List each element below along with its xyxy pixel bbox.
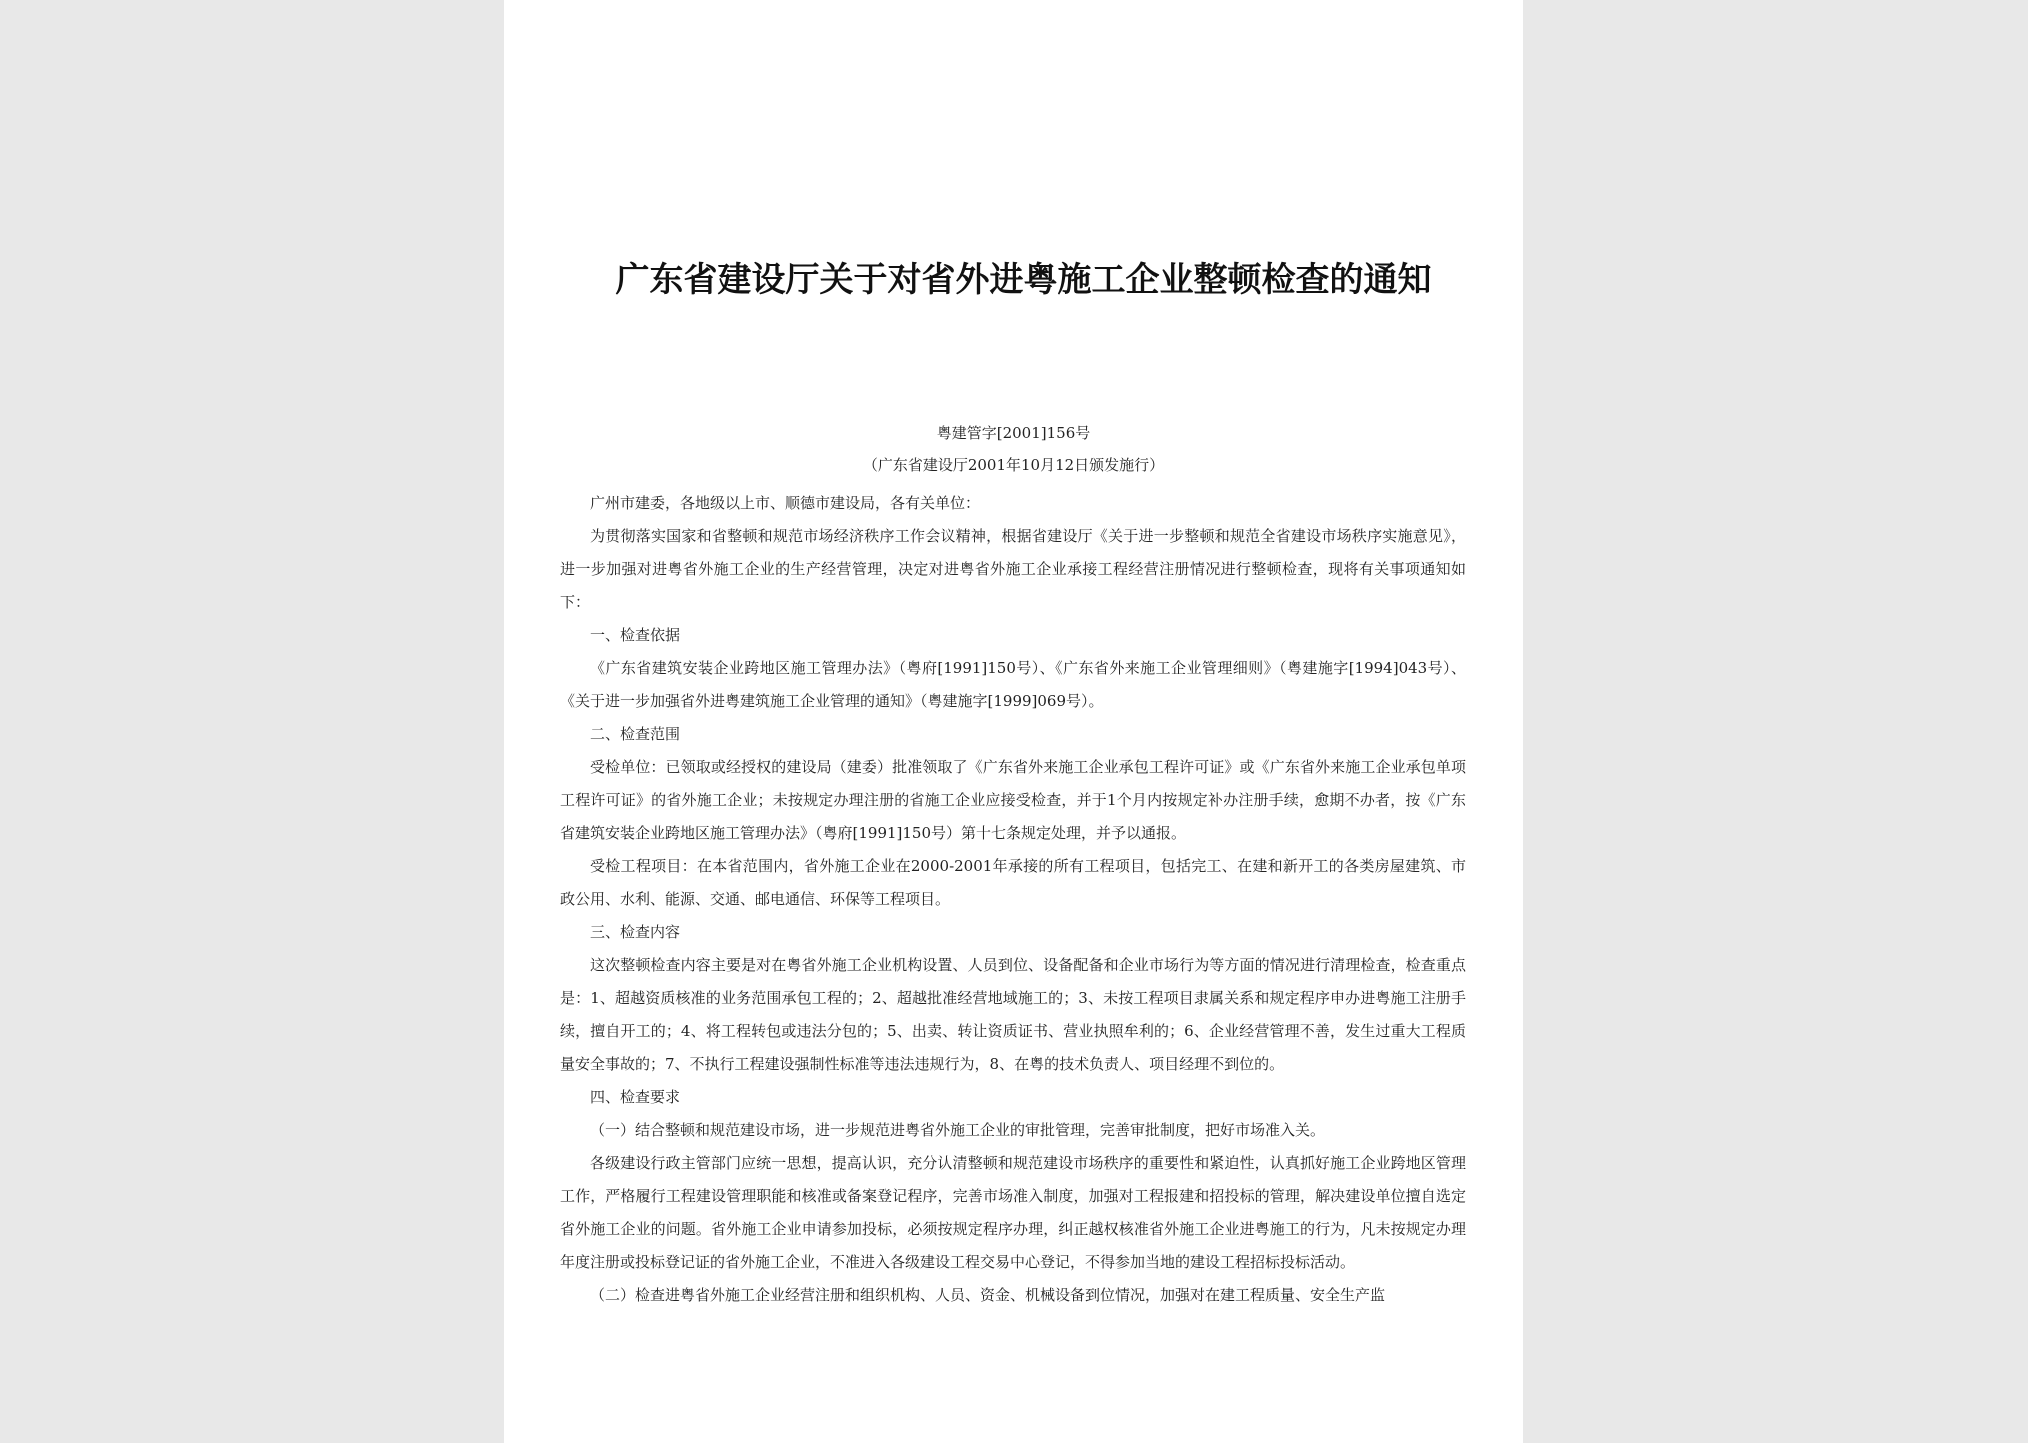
- section-heading: 三、检查内容: [590, 923, 681, 941]
- section-heading: 一、检查依据: [590, 626, 681, 644]
- body-paragraph: 《广东省建筑安装企业跨地区施工管理办法》（粤府[1991]150号）、《广东省外来施工企业管理细则》（粤建施字[1994]043号）、《关于进一步加强省外进粤建筑施工企业管理的通知》（粤建施字[1999]069号）。: [560, 659, 1466, 710]
- body-paragraph: 各级建设行政主管部门应统一思想，提高认识，充分认清整顿和规范建设市场秩序的重要性和紧迫性，认真抓好施工企业跨地区管理工作，严格履行工程建设管理职能和核准或备案登记程序，完善市场准入制度，加强对工程报建和招投标的管理，解决建设单位擅自选定省外施工企业的问题。省外施工企业申请参加投标，必须按规定程序办理，纠正越权核准省外施工企业进粤施工的行为，凡未按规定办理年度注册或投标登记证的省外施工企业，不准进入各级建设工程交易中心登记，不得参加当地的建设工程招标投标活动。: [560, 1154, 1466, 1271]
- body-paragraph: （二）检查进粤省外施工企业经营注册和组织机构、人员、资金、机械设备到位情况，加强对在建工程质量、安全生产监: [590, 1286, 1386, 1304]
- issue-info: （广东省建设厅2001年10月12日颁发施行）: [862, 456, 1165, 474]
- body-paragraph: （一）结合整顿和规范建设市场，进一步规范进粤省外施工企业的审批管理，完善审批制度，把好市场准入关。: [590, 1121, 1326, 1139]
- document-body: [560, 487, 1466, 1312]
- body-paragraph: 受检工程项目：在本省范围内，省外施工企业在2000-2001年承接的所有工程项目，包括完工、在建和新开工的各类房屋建筑、市政公用、水利、能源、交通、邮电通信、环保等工程项目。: [560, 857, 1466, 908]
- body-paragraph: 受检单位：已领取或经授权的建设局（建委）批准领取了《广东省外来施工企业承包工程许可证》或《广东省外来施工企业承包单项工程许可证》的省外施工企业；未按规定办理注册的省施工企业应接受检查，并于1个月内按规定补办注册手续，愈期不办者，按《广东省建筑安装企业跨地区施工管理办法》（粤府[1991]150号）第十七条规定处理，并予以通报。: [560, 758, 1466, 842]
- document-number: 粤建管字[2001]156号: [936, 424, 1091, 442]
- section-heading: 四、检查要求: [590, 1088, 681, 1106]
- document-title: 广东省建设厅关于对省外进粤施工企业整顿检查的通知: [615, 260, 1432, 300]
- document-page: [504, 0, 1523, 1443]
- body-paragraph: 这次整顿检查内容主要是对在粤省外施工企业机构设置、人员到位、设备配备和企业市场行为等方面的情况进行清理检查，检查重点是：1、超越资质核准的业务范围承包工程的；2、超越批准经营地域施工的；3、未按工程项目隶属关系和规定程序申办进粤施工注册手续，擅自开工的；4、将工程转包或违法分包的；5、出卖、转让资质证书、营业执照牟利的；6、企业经营管理不善，发生过重大工程质量安全事故的；7、不执行工程建设强制性标准等违法违规行为，8、在粤的技术负责人、项目经理不到位的。: [560, 956, 1466, 1073]
- section-heading: 二、检查范围: [590, 725, 681, 743]
- intro-paragraph: 为贯彻落实国家和省整顿和规范市场经济秩序工作会议精神，根据省建设厅《关于进一步整顿和规范全省建设市场秩序实施意见》，进一步加强对进粤省外施工企业的生产经营管理，决定对进粤省外施工企业承接工程经营注册情况进行整顿检查，现将有关事项通知如下：: [560, 527, 1466, 611]
- salutation: 广州市建委，各地级以上市、顺德市建设局，各有关单位：: [590, 494, 981, 512]
